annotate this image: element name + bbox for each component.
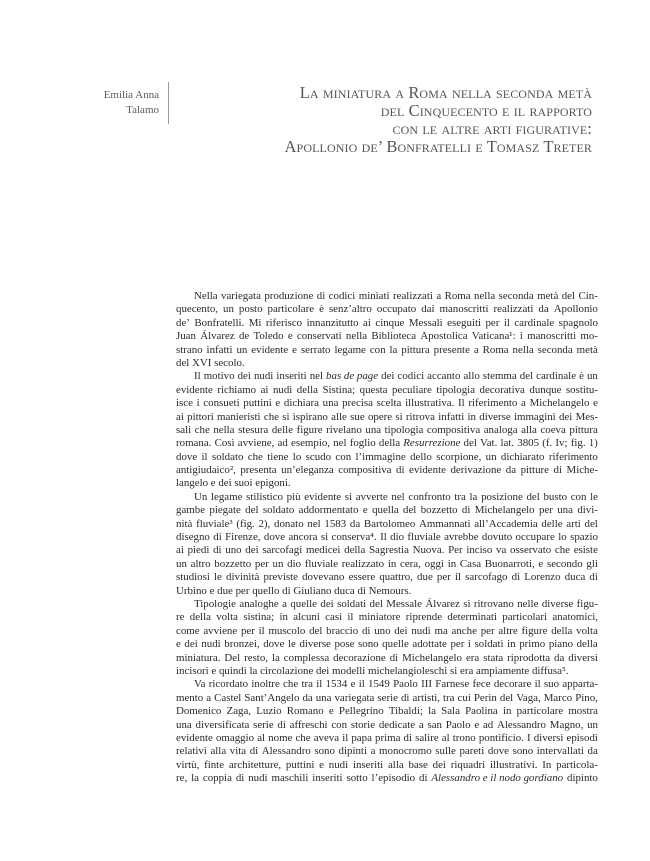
body-line: un altro bozzetto per un dio fluviale realizzato in cera, oggi in Casa Buonarroti, e secondo gli <box>176 557 598 570</box>
body-line: Domenico Zaga, Luzio Romano e Pellegrino Tibaldi; la Sala Paolina in particolare mostra <box>176 705 598 718</box>
body-line: relativi alla vita di Alessandro sono dipinti a monocromo sulle pareti dove sono intervallati da <box>176 745 598 758</box>
body-line: Urbino e due per quello di Giuliano duca di Nemours. <box>176 584 412 597</box>
title-line: del Cinquecento e il rapporto <box>380 101 592 120</box>
body-line: mento a Castel Sant’Angelo da una variegata serie di artisti, tra cui Perin del Vaga, Marco Pino, <box>176 691 598 704</box>
body-line: studiosi le divinità previste dovevano essere quattro, due per il sarcofago di Lorenzo duca di <box>176 571 598 584</box>
body-line: incisori e quindi la circolazione dei modelli michelangioleschi si era ampiamente diffusa⁵. <box>176 664 569 677</box>
body-line: antigiudaico², presenta un’eleganza compositiva di evidente derivazione da pitture di Miche- <box>176 464 598 477</box>
body-line: Un legame stilistico più evidente si avverte nel confronto tra la posizione del busto con le <box>194 490 598 503</box>
body-line: romana. Così avviene, ad esempio, nel foglio della Resurrezione del Vat. lat. 3805 (f. Iv; fig. 1) <box>176 437 598 450</box>
vertical-divider <box>168 82 169 124</box>
author-last-name: Talamo <box>126 104 159 116</box>
body-line: come avviene per il muscolo del braccio di uno dei nudi ma anche per altre figure della volta <box>176 624 598 637</box>
title-line: La miniatura a Roma nella seconda metà <box>299 83 592 102</box>
body-line: Nella variegata produzione di codici miniati realizzati a Roma nella seconda metà del Cin- <box>194 290 598 302</box>
body-line: una diversificata serie di affreschi con storie dedicate a san Paolo e ad Alessandro Magno, un <box>176 718 598 731</box>
body-line: del XVI secolo. <box>176 356 245 369</box>
article-title <box>172 84 592 156</box>
body-line: sali che nella stesura delle figure rivelano una tipologia compositiva analoga alla coeva pittura <box>176 423 598 436</box>
body-line: de’ Bonfratelli. Mi riferisco innanzitutto ai cinque Messali eseguiti per il cardinale spagnolo <box>176 316 598 329</box>
body-line: evidente omaggio al nome che aveva il papa prima di salire al trono pontificio. I diversi episodi <box>176 731 598 744</box>
body-line: dove il soldato che tiene lo scudo con l’immagine dello scorpione, un dichiarato riferimento <box>176 450 598 463</box>
body-line: Il motivo dei nudi inseriti nel bas de page dei codici accanto allo stemma del cardinale è un <box>194 370 598 383</box>
body-line: re della volta sistina; in alcuni casi il miniatore riprende determinati particolari anatomici, <box>176 611 598 624</box>
author-first-name: Emilia Anna <box>103 89 159 101</box>
body-line: langelo e dei suoi epigoni. <box>176 477 291 490</box>
title-line: Apollonio de’ Bonfratelli e Tomasz Treter <box>284 137 592 156</box>
body-line: ai pittori manieristi che si ispirano alle sue opere si ritrova infatti in diverse immagini dei Mes- <box>176 410 598 423</box>
body-line: evidente richiamo ai nudi della Sistina; questa peculiare tipologia decorativa dunque sostitu- <box>176 383 598 396</box>
body-line: isce i consueti puttini e dichiara una precisa scelta illustrativa. Il riferimento a Michelangelo e <box>176 397 598 410</box>
body-line: virtù, finte architetture, puttini e nudi inseriti alla base dei riquadri illustrativi. In particola- <box>176 758 598 771</box>
author-name <box>0 88 159 118</box>
body-line: miniatura. Del resto, la complessa decorazione di Michelangelo era stata riprodotta da diversi <box>176 651 598 664</box>
body-line: gambe piegate del soldato addormentato e quella del bozzetto di Michelangelo per una divi- <box>176 504 598 517</box>
body-line: strano infatti un evidente e serrato legame con la pittura presente a Roma nella seconda metà <box>176 343 598 356</box>
body-line: ai piedi di uno dei sarcofagi medicei della Sagrestia Nuova. Per inciso va osservato che esiste <box>176 544 598 557</box>
article-body <box>176 290 598 785</box>
body-line: quecento, un posto particolare è senz’altro occupato dai manoscritti realizzati da Apollonio <box>176 303 598 316</box>
body-line: re, la coppia di nudi maschili inseriti sotto l’episodio di Alessandro e il nodo gordiano dipinto <box>176 772 598 785</box>
body-line: Va ricordato inoltre che tra il 1534 e il 1549 Paolo III Farnese fece decorare il suo apparta- <box>194 678 598 691</box>
body-line: Juan Álvarez de Toledo e conservati nella Biblioteca Apostolica Vaticana¹: i manoscritti mo- <box>176 330 598 343</box>
body-line: e dei nudi bronzei, dove le diverse pose sono quelle adottate per i soldati in primo piano della <box>176 638 598 651</box>
body-line: Tipologie analoghe a quelle dei soldati del Messale Álvarez si ritrovano nelle diverse figu- <box>194 597 598 610</box>
body-line: nità fluviale³ (fig. 2), donato nel 1583 da Bartolomeo Ammannati all’Accademia delle arti del <box>176 517 598 530</box>
body-line: disegno di Firenze, dove ancora si conserva⁴. Il dio fluviale avrebbe dovuto occupare lo spazio <box>176 531 598 544</box>
title-line: con le altre arti figurative: <box>392 119 592 138</box>
